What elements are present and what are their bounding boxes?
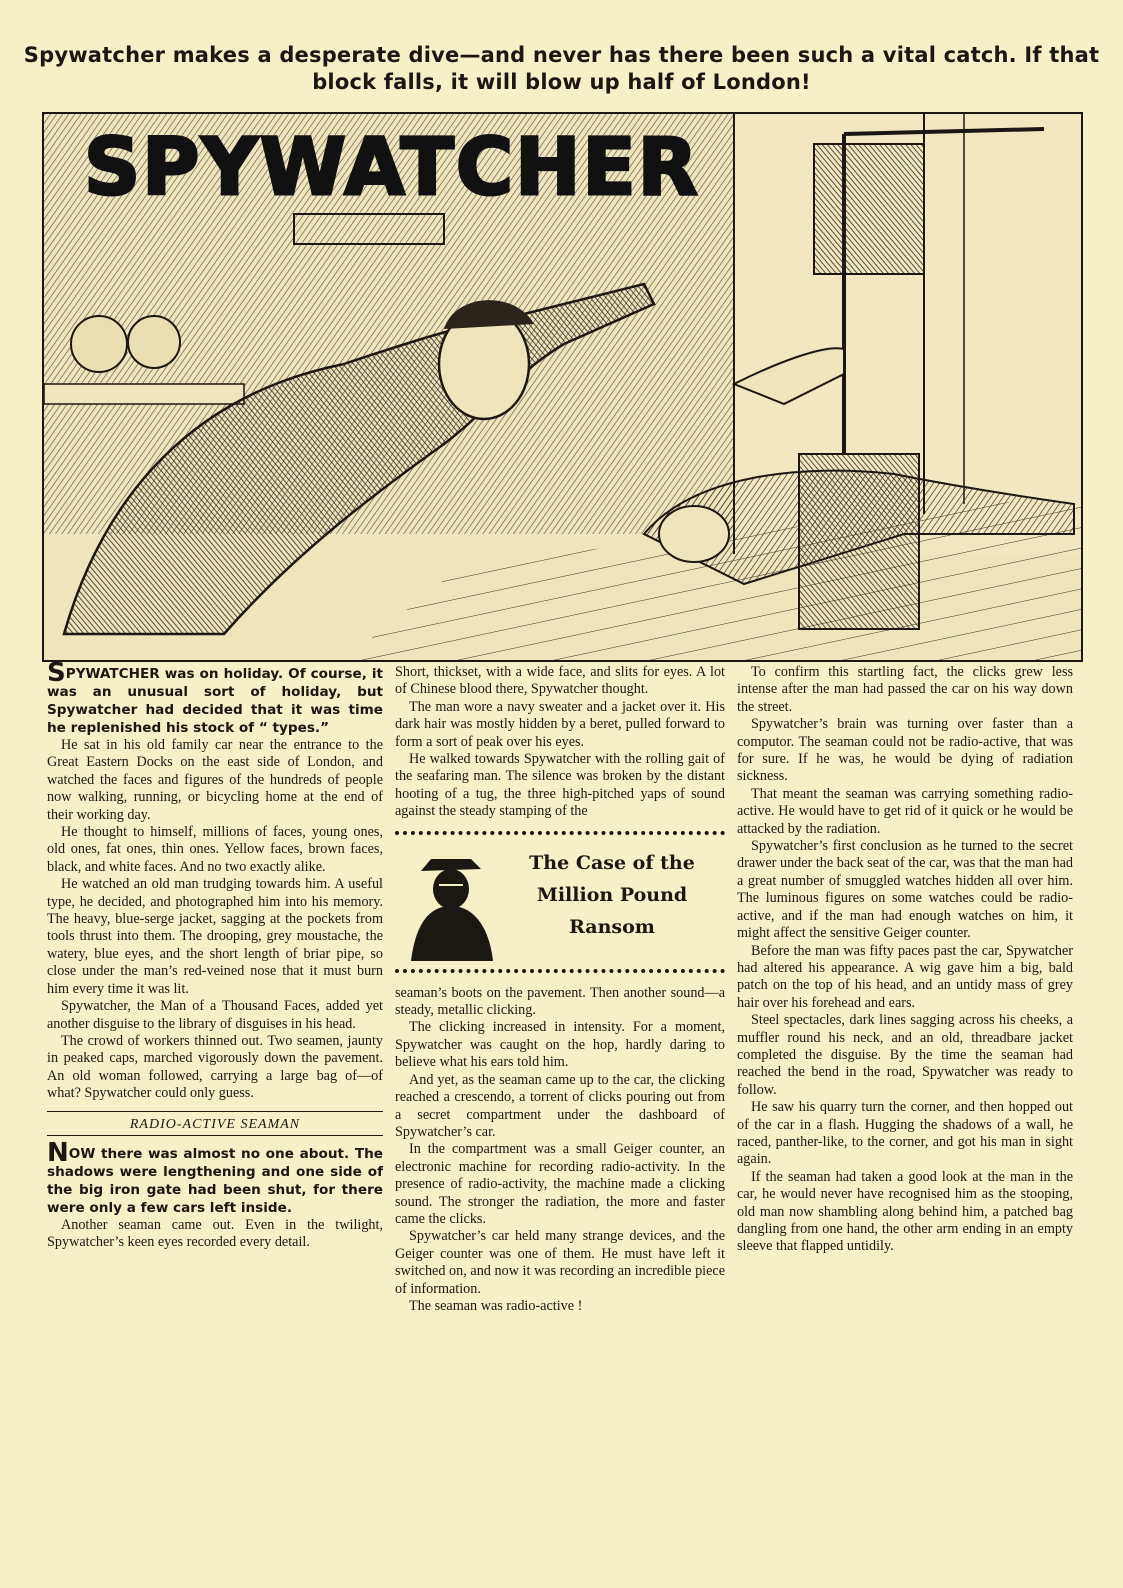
- section-subhead: RADIO-ACTIVE SEAMAN: [47, 1111, 383, 1136]
- column-1: [47, 658, 383, 1252]
- story-title-line-3: Ransom: [569, 915, 655, 938]
- paragraph: He thought to himself, millions of faces, young ones, old ones, fat ones, thin ones. Yellow faces, brown faces, black, and white faces. And no two exactly alike.: [47, 824, 383, 875]
- paragraph: Spywatcher’s first conclusion as he turned to the secret drawer under the back seat of the car, was that the man had a great number of smuggled watches hidden all over him. The luminous figures on some watches could be radio-active, and if the man had enough watches on him, it might affect the sensitive Geiger counter.: [737, 838, 1073, 942]
- paragraph: Spywatcher’s car held many strange devices, and the Geiger counter was one of them. He must have left it switched on, and now it was recording an incredible piece of information.: [395, 1228, 725, 1297]
- lead-text: PYWATCHER was on holiday. Of course, it was an unusual sort of holiday, but Spywatcher had decided that it was time he replenished his stock of “ types.”: [47, 666, 383, 736]
- paragraph: He sat in his old family car near the entrance to the Great Eastern Docks on the east side of London, and watched the faces and figures of the hundreds of people now walking, running, or bicycling home at the end of their working day.: [47, 737, 383, 823]
- story-title-line-2: Million Pound: [536, 883, 688, 906]
- paragraph: That meant the seaman was carrying something radio-active. He would have to get rid of it quick or he would be attacked by the radiation.: [737, 785, 1073, 837]
- paragraph: In the compartment was a small Geiger counter, an electronic machine for recording radio-activity. In the presence of radio-activity, the machine made a clicking sound. The stronger the radiation, the more and faster came the clicks.: [395, 1141, 725, 1227]
- headline-line-2: block falls, it will blow up half of London!: [312, 70, 811, 94]
- paragraph: Spywatcher, the Man of a Thousand Faces, added yet another disguise to the library of disguises in his head.: [47, 998, 383, 1032]
- paragraph: He watched an old man trudging towards him. A useful type, he decided, and photographed him into his memory. The heavy, blue-serge jacket, sagging at the pockets from tools thrust into them. The drooping, grey moustache, the watery, blue eyes, and the short length of briar pipe, so close under the man’s red-veined nose that it must burn him every time it was lit.: [47, 876, 383, 997]
- headline-line-1: Spywatcher makes a desperate dive—and never has there been such a vital catch. If that: [23, 43, 1100, 67]
- lead-text-2: OW there was almost no one about. The shadows were lengthening and one side of the big iron gate had been shut, for there were only a few cars left inside.: [47, 1145, 383, 1216]
- paragraph: Spywatcher’s brain was turning over faster than a computor. The seaman could not be radio-active, that was for sure. If he was, he would be dying of radiation sickness.: [737, 716, 1073, 785]
- paragraph: He saw his quarry turn the corner, and then hopped out of the car in a flash. Hugging the shadows of a wall, he raced, panther-like, to the corner, and got his man in sight again.: [737, 1099, 1073, 1168]
- drop-cap: S: [47, 658, 66, 688]
- paragraph: The seaman was radio-active !: [409, 1297, 583, 1314]
- paragraph: He walked towards Spywatcher with the rolling gait of the seafaring man. The silence was broken by the distant hooting of a tug, the three high-pitched yaps of sound against the steady stamping of the: [395, 751, 725, 820]
- paragraph: Another seaman came out. Even in the twilight, Spywatcher’s keen eyes recorded every detail.: [47, 1216, 383, 1251]
- paragraph: Steel spectacles, dark lines sagging across his cheeks, a muffler round his neck, and an old, threadbare jacket completed the disguise. By the time the seaman had reached the bend in the road, Spywatcher was ready to follow.: [737, 1012, 1073, 1098]
- paragraph: seaman’s boots on the pavement. Then another sound—a steady, metallic clicking.: [395, 984, 725, 1019]
- paragraph: And yet, as the seaman came up to the car, the clicking reached a crescendo, a torrent of clicks pouring out from a secret compartment under the dashboard of Spywatcher’s car.: [395, 1071, 725, 1140]
- paragraph: Before the man was fifty paces past the car, Spywatcher had altered his appearance. A wig gave him a big, bald patch on the top of his head, and an untidy mass of grey hair over his forehead and ears.: [737, 942, 1073, 1011]
- lead-paragraph: [47, 658, 383, 737]
- illustration: [42, 112, 1083, 662]
- paragraph: Short, thickset, with a wide face, and slits for eyes. A lot of Chinese blood there, Spywatcher thought.: [395, 664, 725, 698]
- story-title-box: [395, 831, 725, 973]
- paragraph: The clicking increased in intensity. For a moment, Spywatcher was caught on the hop, hardly daring to believe what his ears told him.: [395, 1019, 725, 1071]
- lead-paragraph-2: [47, 1137, 383, 1217]
- story-title: [507, 847, 717, 943]
- detective-silhouette-icon: [401, 841, 501, 961]
- paragraph: The man wore a navy sweater and a jacket over it. His dark hair was mostly hidden by a beret, pulled forward to form a sort of peak over his eyes.: [395, 698, 725, 750]
- column-2: [395, 664, 725, 1315]
- column-3: [737, 664, 1073, 1256]
- paragraph: The crowd of workers thinned out. Two seamen, jaunty in peaked caps, marched vigorously down the pavement. An old woman followed, carrying a large bag of—of what? Spywatcher could only guess.: [47, 1032, 383, 1102]
- paragraph: If the seaman had taken a good look at the man in the car, he would never have recognised him as the stooping, old man now shambling along behind him, a patched bag dangling from one hand, the other arm ending in an empty sleeve that flapped untidily.: [737, 1168, 1073, 1255]
- story-title-line-1: The Case of the: [529, 851, 695, 874]
- title-logo: SPYWATCHER: [84, 123, 700, 213]
- illustration-drawing: [44, 114, 1081, 660]
- paragraph: To confirm this startling fact, the clicks grew less intense after the man had passed the car on his way down the street.: [737, 664, 1073, 715]
- headline: [20, 42, 1103, 96]
- drop-cap-2: N: [47, 1137, 69, 1168]
